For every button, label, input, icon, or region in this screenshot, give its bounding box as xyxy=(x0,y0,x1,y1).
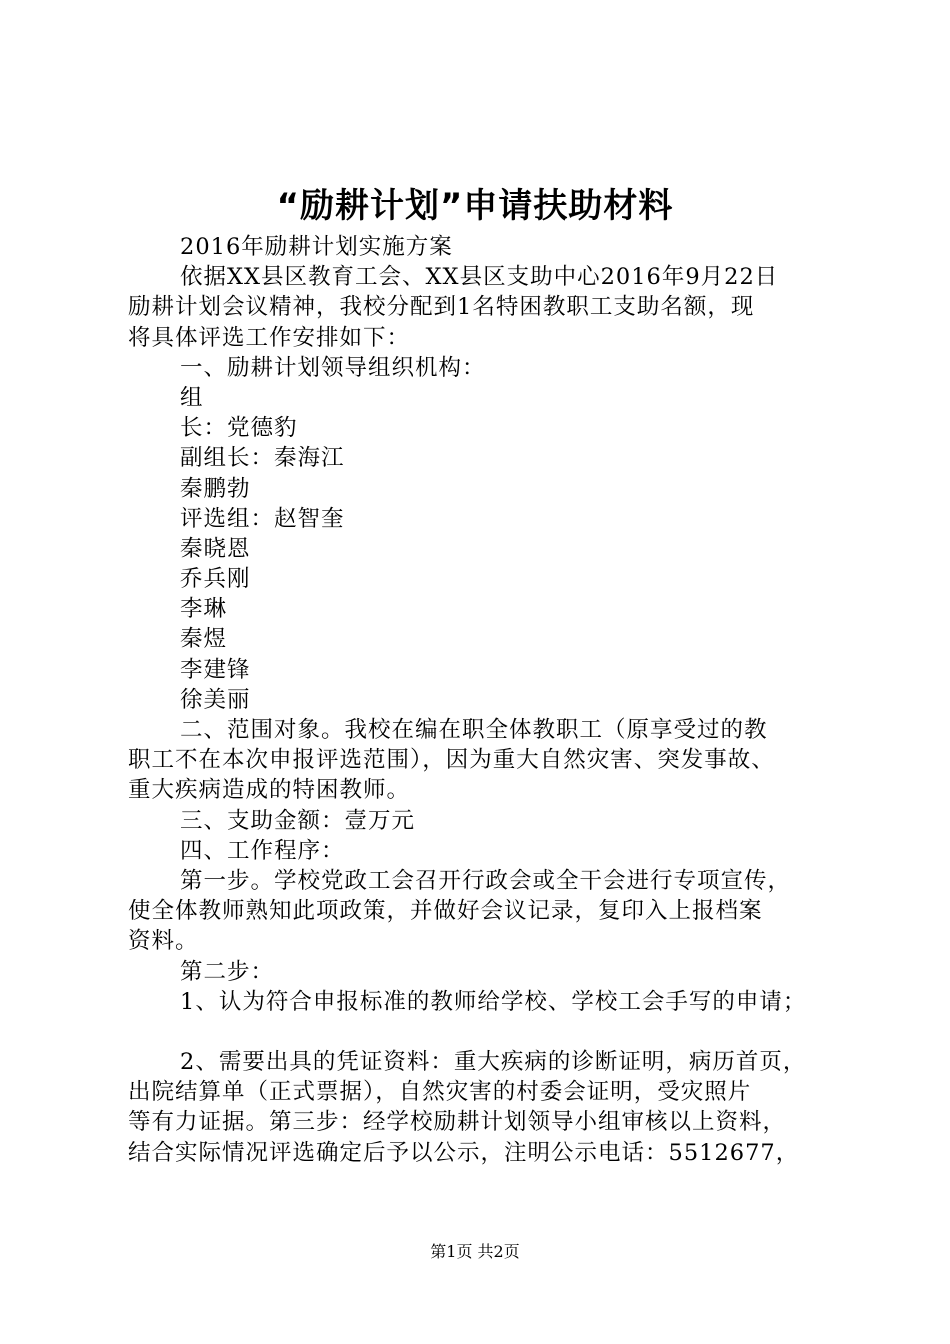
member-line: 徐美丽 xyxy=(180,686,251,713)
paragraph-line: 1、认为符合申报标准的教师给学校、学校工会手写的申请； xyxy=(180,988,807,1015)
member-line: 副组长：秦海江 xyxy=(180,445,345,472)
member-line: 李琳 xyxy=(180,596,228,623)
step-heading: 第二步： xyxy=(180,958,275,985)
member-line: 秦鹏勃 xyxy=(180,475,251,502)
paragraph-line: 资料。 xyxy=(128,928,199,955)
paragraph-line: 出院结算单（正式票据），自然灾害的村委会证明，受灾照片 xyxy=(128,1079,752,1106)
member-line: 李建锋 xyxy=(180,656,251,683)
section-heading: 四、工作程序： xyxy=(180,837,345,864)
document-title: “励耕计划”申请扶助材料 xyxy=(276,186,674,226)
paragraph-line: 2、需要出具的凭证资料：重大疾病的诊断证明，病历首页， xyxy=(180,1049,807,1076)
paragraph-line: 第一步。学校党政工会召开行政会或全干会进行专项宣传， xyxy=(180,867,792,894)
paragraph-line: 励耕计划会议精神，我校分配到1名特困教职工支助名额，现 xyxy=(128,294,755,321)
paragraph-line: 将具体评选工作安排如下： xyxy=(128,324,411,351)
plan-heading: 2016年励耕计划实施方案 xyxy=(180,234,453,260)
blank-gap xyxy=(128,1017,832,1047)
member-line: 长：党德豹 xyxy=(180,415,298,442)
member-line: 秦晓恩 xyxy=(180,535,251,562)
page-footer: 第1页 共2页 xyxy=(430,1242,520,1261)
paragraph-line: 使全体教师熟知此项政策，并做好会议记录，复印入上报档案 xyxy=(128,898,763,925)
section-heading: 二、范围对象。我校在编在职全体教职工（原享受过的教 xyxy=(180,717,768,743)
paragraph-line: 结合实际情况评选确定后予以公示，注明公示电话：5512677， xyxy=(128,1139,800,1166)
member-line: 乔兵刚 xyxy=(180,566,251,593)
document-body xyxy=(128,232,832,1168)
member-line: 评选组：赵智奎 xyxy=(180,505,345,532)
section-heading: 三、支助金额：壹万元 xyxy=(180,807,416,834)
section-heading: 一、励耕计划领导组织机构： xyxy=(180,354,486,381)
paragraph-line: 重大疾病造成的特困教师。 xyxy=(128,777,411,804)
member-line: 组 xyxy=(180,384,204,411)
member-line: 秦煜 xyxy=(180,626,228,653)
paragraph-line: 依据XX县区教育工会、XX县区支助中心2016年9月22日 xyxy=(180,264,779,291)
paragraph-line: 等有力证据。第三步：经学校励耕计划领导小组审核以上资料， xyxy=(128,1109,787,1136)
paragraph-line: 职工不在本次申报评选范围），因为重大自然灾害、突发事故、 xyxy=(128,747,775,774)
